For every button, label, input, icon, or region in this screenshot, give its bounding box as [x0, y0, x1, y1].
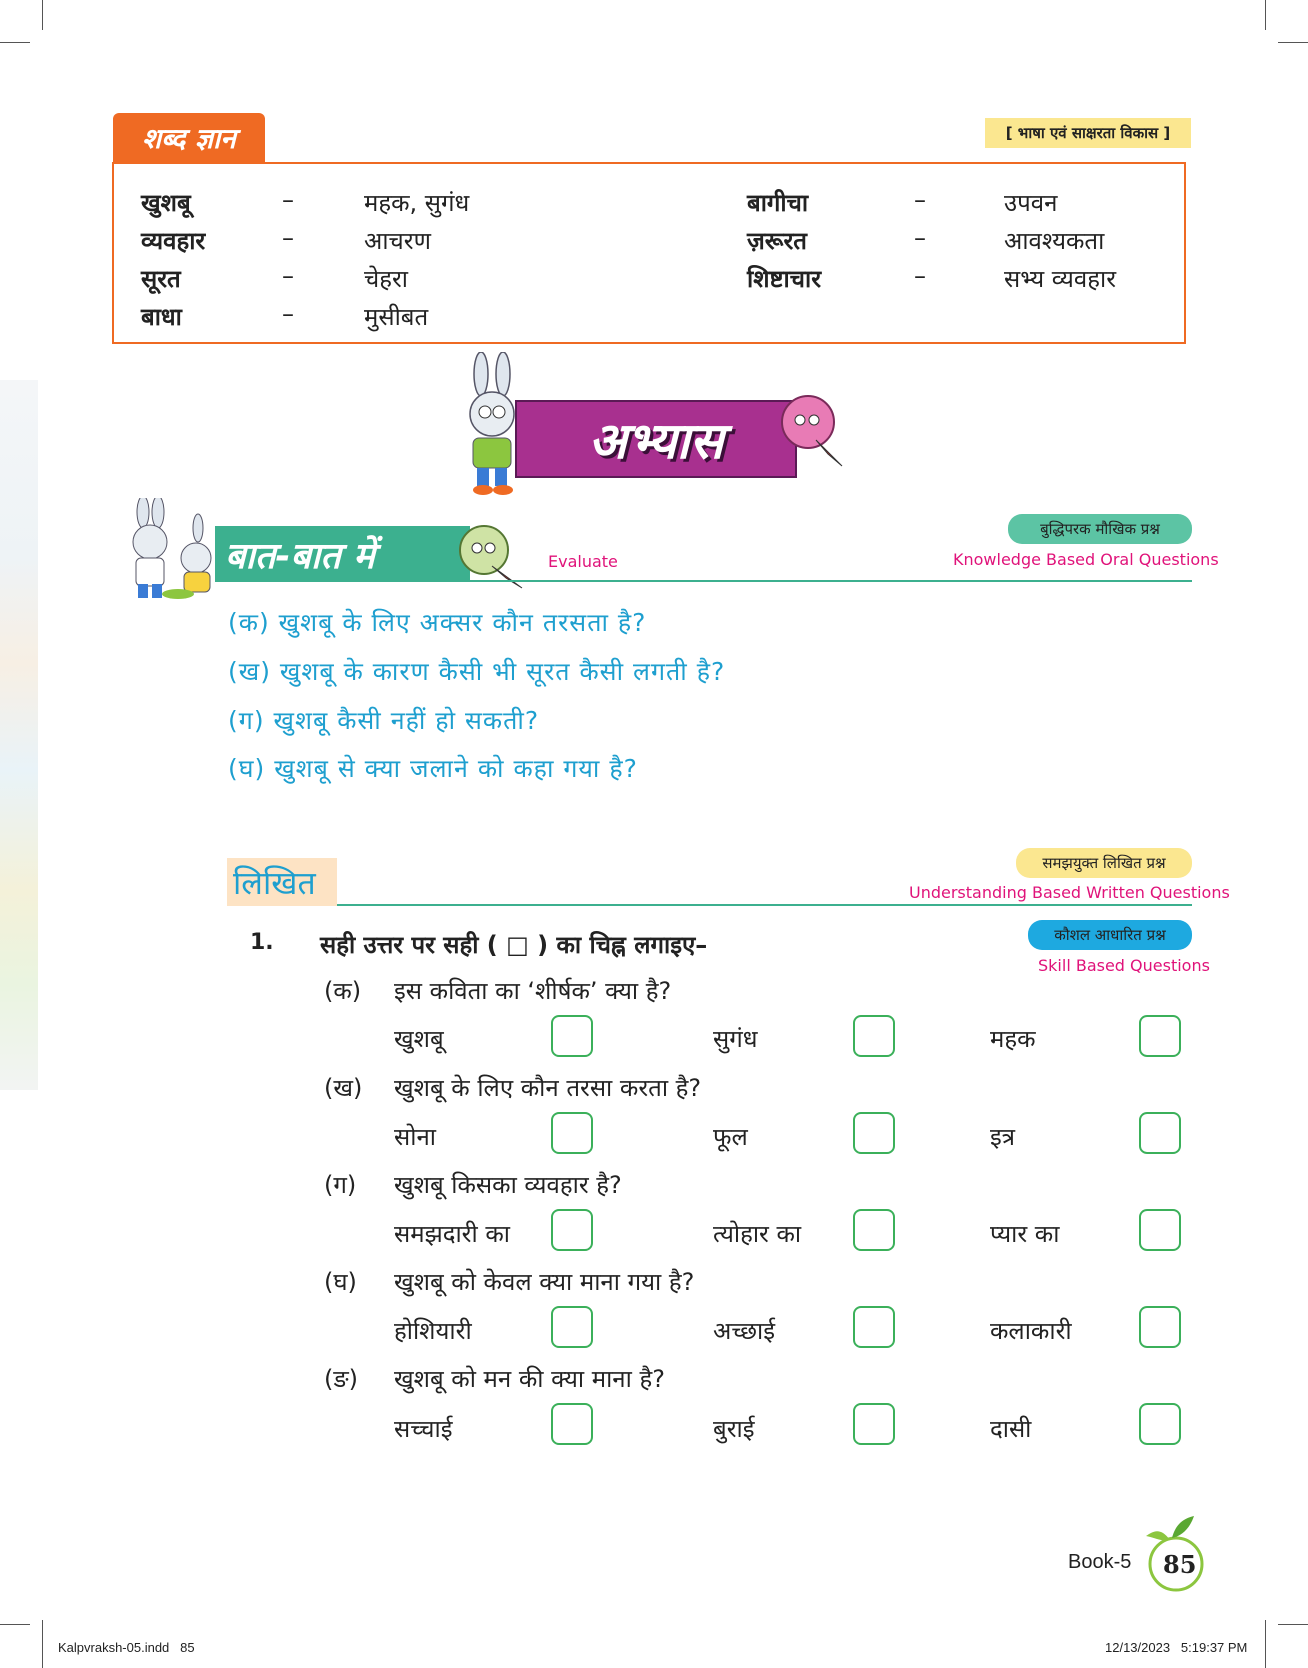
skill-badge-english: Skill Based Questions [1038, 956, 1210, 975]
mcq-question: खुशबू को मन की क्या माना है? [394, 1365, 665, 1393]
mcq-option: फूल [713, 1123, 748, 1151]
glossary-word: ज़रूरत [747, 227, 807, 255]
crop-mark [1265, 0, 1266, 30]
rabbits-illustration-icon [108, 498, 223, 603]
oral-question: (ख) खुशबू के कारण कैसी भी सूरत कैसी लगती है? [228, 657, 726, 686]
crop-mark [42, 0, 43, 30]
written-badge-english: Understanding Based Written Questions [909, 883, 1230, 902]
oral-question: (क) खुशबू के लिए अक्सर कौन तरसता है? [228, 608, 647, 637]
mcq-question: खुशबू किसका व्यवहार है? [394, 1171, 622, 1199]
mcq-option: सच्चाई [394, 1415, 453, 1443]
crop-mark [0, 1624, 30, 1625]
glossary-dash: – [282, 224, 294, 252]
mcq-question: इस कविता का ‘शीर्षक’ क्या है? [394, 977, 672, 1005]
oral-question: (ग) खुशबू कैसी नहीं हो सकती? [228, 706, 540, 735]
glossary-meaning: उपवन [1004, 189, 1058, 217]
mcq-question: खुशबू को केवल क्या माना गया है? [394, 1268, 695, 1296]
pencil-mascot-icon [778, 392, 848, 472]
mcq-option: दासी [990, 1415, 1032, 1443]
mcq-question: खुशबू के लिए कौन तरसा करता है? [394, 1074, 702, 1102]
glossary-word: बाधा [141, 303, 182, 331]
mcq-label: (क) [324, 977, 362, 1005]
page-number: 85 [1163, 1550, 1197, 1579]
answer-checkbox[interactable] [551, 1112, 593, 1154]
answer-checkbox[interactable] [1139, 1209, 1181, 1251]
skill-badge: कौशल आधारित प्रश्न [1028, 920, 1192, 950]
shabd-gyan-title: शब्द ज्ञान [113, 113, 265, 163]
glossary-meaning: महक, सुगंध [364, 189, 470, 217]
crop-mark [1265, 1620, 1266, 1668]
answer-checkbox[interactable] [1139, 1112, 1181, 1154]
instruction: सही उत्तर पर सही ( □ ) का चिह्न लगाइए– [320, 931, 708, 959]
glossary-dash: – [282, 186, 294, 214]
oral-badge-english: Knowledge Based Oral Questions [953, 550, 1219, 569]
mcq-option: होशियारी [394, 1317, 472, 1345]
glossary-meaning: मुसीबत [364, 303, 429, 331]
crop-mark [42, 1620, 43, 1668]
question-number: 1. [250, 930, 274, 955]
mcq-option: महक [990, 1025, 1036, 1053]
mcq-label: (घ) [324, 1268, 357, 1296]
glossary-box [112, 162, 1186, 344]
mcq-label: (ङ) [324, 1365, 359, 1393]
mcq-option: प्यार का [990, 1220, 1060, 1248]
mcq-option: बुराई [713, 1415, 755, 1443]
glossary-meaning: आवश्यकता [1004, 227, 1105, 255]
oral-question: (घ) खुशबू से क्या जलाने को कहा गया है? [228, 754, 638, 783]
oral-badge: बुद्धिपरक मौखिक प्रश्न [1008, 514, 1192, 544]
mcq-option: सोना [394, 1123, 436, 1151]
glossary-meaning: चेहरा [364, 265, 409, 293]
answer-checkbox[interactable] [853, 1209, 895, 1251]
likhit-title: लिखित [227, 858, 337, 906]
answer-checkbox[interactable] [1139, 1306, 1181, 1348]
glossary-dash: – [282, 262, 294, 290]
answer-checkbox[interactable] [853, 1015, 895, 1057]
abhyas-banner: अभ्यास [515, 400, 797, 478]
glossary-word: शिष्टाचार [747, 265, 822, 293]
glossary-dash: – [282, 300, 294, 328]
section-rule [470, 580, 1192, 582]
answer-checkbox[interactable] [551, 1209, 593, 1251]
mcq-option: इत्र [990, 1123, 1016, 1151]
answer-checkbox[interactable] [853, 1112, 895, 1154]
baat-baat-mein-title: बात-बात में [215, 526, 470, 582]
mcq-label: (ख) [324, 1074, 363, 1102]
answer-checkbox[interactable] [1139, 1015, 1181, 1057]
glossary-dash: – [914, 186, 926, 214]
glossary-word: बागीचा [747, 189, 809, 217]
language-badge: [ भाषा एवं साक्षरता विकास ] [985, 118, 1191, 148]
mcq-label: (ग) [324, 1171, 357, 1199]
answer-checkbox[interactable] [551, 1403, 593, 1445]
evaluate-label: Evaluate [548, 552, 618, 571]
print-timestamp: 12/13/2023 5:19:37 PM [1105, 1640, 1248, 1655]
glossary-word: सूरत [141, 265, 181, 293]
mcq-option: सुगंध [713, 1025, 758, 1053]
book-label: Book-5 [1068, 1551, 1132, 1573]
indd-file-label: Kalpvraksh-05.indd 85 [58, 1640, 195, 1655]
written-badge: समझयुक्त लिखित प्रश्न [1016, 848, 1192, 878]
section-rule [337, 904, 1192, 906]
mcq-option: अच्छाई [713, 1317, 775, 1345]
answer-checkbox[interactable] [551, 1015, 593, 1057]
answer-checkbox[interactable] [853, 1306, 895, 1348]
mcq-option: खुशबू [394, 1025, 444, 1053]
crop-mark [0, 42, 30, 43]
mcq-option: समझदारी का [394, 1220, 510, 1248]
decorative-side-strip [0, 380, 38, 1090]
mcq-option: कलाकारी [990, 1317, 1072, 1345]
answer-checkbox[interactable] [1139, 1403, 1181, 1445]
glossary-meaning: सभ्य व्यवहार [1004, 265, 1117, 293]
glossary-dash: – [914, 224, 926, 252]
answer-checkbox[interactable] [551, 1306, 593, 1348]
mcq-option: त्योहार का [713, 1220, 802, 1248]
glossary-meaning: आचरण [364, 227, 431, 255]
glossary-dash: – [914, 262, 926, 290]
answer-checkbox[interactable] [853, 1403, 895, 1445]
glossary-word: व्यवहार [141, 227, 206, 255]
crop-mark [1278, 1624, 1308, 1625]
crop-mark [1278, 42, 1308, 43]
glossary-word: खुशबू [141, 189, 191, 217]
